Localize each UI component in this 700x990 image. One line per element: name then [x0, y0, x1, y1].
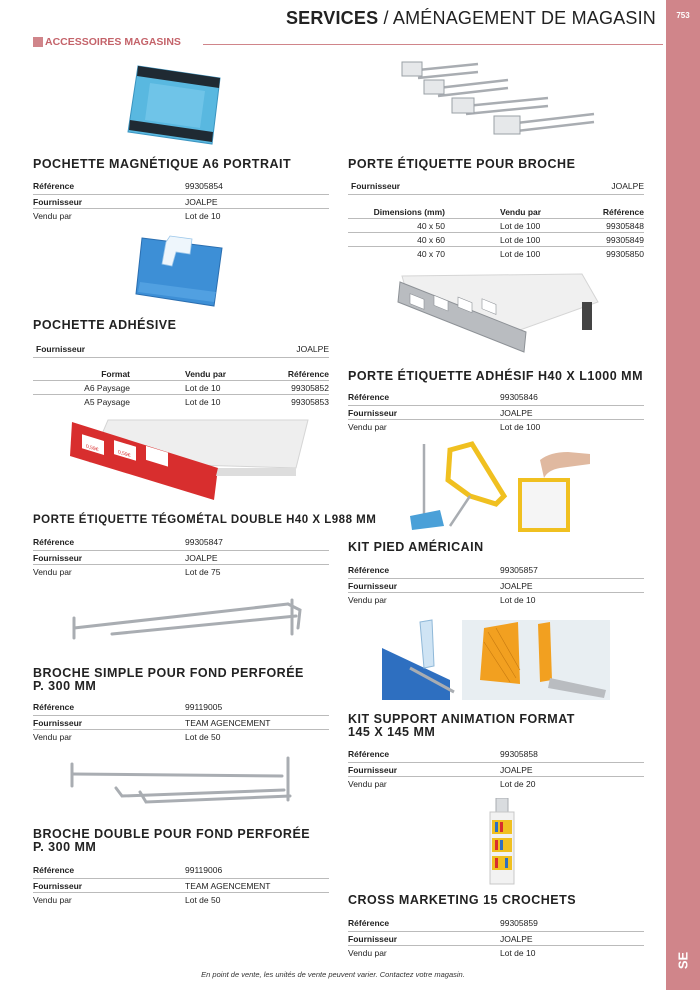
table-row [348, 392, 644, 406]
value-vendu-par: Lot de 100 [500, 422, 541, 432]
value-reference: 99119006 [185, 865, 223, 875]
table-row [348, 420, 644, 434]
title-porte-broche: PORTE ÉTIQUETTE POUR BROCHE [348, 157, 576, 171]
label-fournisseur: Fournisseur [33, 553, 83, 563]
cell-format: A6 Paysage [84, 383, 130, 393]
title-line-1: BROCHE DOUBLE POUR FOND PERFORÉE [33, 827, 311, 841]
table-row [33, 181, 329, 195]
table-row [348, 763, 644, 777]
single-hook-image [60, 594, 310, 650]
table-row [33, 879, 329, 893]
header-vendu-par: Vendu par [185, 369, 227, 379]
table-header [348, 205, 644, 219]
label-vendu-par: Vendu par [348, 422, 387, 432]
table-row [348, 233, 644, 247]
cell-reference: 99305849 [606, 235, 644, 245]
table-pochette-adhesive [33, 367, 329, 409]
label-vendu-par: Vendu par [33, 895, 72, 905]
value-fournisseur: JOALPE [185, 553, 218, 563]
title-pochette-adhesive: POCHETTE ADHÉSIVE [33, 318, 177, 332]
page-header [286, 8, 656, 29]
category-label: ACCESSOIRES MAGASINS [45, 36, 181, 48]
label-fournisseur: Fournisseur [33, 881, 83, 891]
table-row [348, 247, 644, 261]
value-fournisseur: JOALPE [611, 181, 644, 191]
value-reference: 99305847 [185, 537, 223, 547]
value-vendu-par: Lot de 20 [500, 779, 536, 789]
title-line-2: P. 300 MM [33, 840, 97, 854]
page-number: 753 [676, 11, 690, 20]
hook-label-holder-image [398, 52, 598, 148]
label-fournisseur: Fournisseur [348, 581, 398, 591]
magnetic-pocket-image [120, 58, 230, 148]
category-bar [33, 36, 663, 48]
cross-marketing-strip-image [480, 798, 524, 886]
value-fournisseur: JOALPE [500, 934, 533, 944]
label-reference: Référence [348, 918, 390, 928]
title-kit-support [348, 713, 575, 739]
table-row [33, 551, 329, 565]
value-fournisseur: JOALPE [500, 408, 533, 418]
table-row [348, 749, 644, 763]
label-vendu-par: Vendu par [33, 567, 72, 577]
side-tab [666, 0, 700, 990]
value-vendu-par: Lot de 50 [185, 732, 221, 742]
value-fournisseur: JOALPE [500, 765, 533, 775]
value-reference: 99119005 [185, 702, 223, 712]
title-line-1: BROCHE SIMPLE POUR FOND PERFORÉE [33, 666, 304, 680]
table-cross-marketing [348, 918, 644, 960]
cell-vendu-par: Lot de 10 [185, 383, 221, 393]
category-square [33, 37, 43, 47]
label-reference: Référence [348, 392, 390, 402]
label-fournisseur: Fournisseur [348, 765, 398, 775]
value-reference: 99305859 [500, 918, 538, 928]
table-row [33, 209, 329, 223]
title-line-1: KIT SUPPORT ANIMATION FORMAT [348, 712, 575, 726]
cell-reference: 99305853 [291, 397, 329, 407]
table-row [348, 579, 644, 593]
value-fournisseur: JOALPE [500, 581, 533, 591]
value-vendu-par: Lot de 10 [500, 595, 536, 605]
table-row [348, 406, 644, 420]
title-line-2: 145 X 145 MM [348, 725, 436, 739]
table-row [33, 716, 329, 730]
title-line-2: P. 300 MM [33, 679, 97, 693]
table-broche-double [33, 865, 329, 907]
table-porte-tegometal [33, 537, 329, 579]
cell-vendu-par: Lot de 100 [500, 249, 541, 259]
tegometal-strip-image [68, 416, 316, 502]
cell-reference: 99305850 [606, 249, 644, 259]
header-vendu-par: Vendu par [500, 207, 542, 217]
supplier-row-porte-broche [348, 181, 644, 195]
label-reference: Référence [348, 565, 390, 575]
cell-dimensions: 40 x 70 [417, 249, 445, 259]
table-row [348, 593, 644, 607]
cell-reference: 99305852 [291, 383, 329, 393]
cell-vendu-par: Lot de 10 [185, 397, 221, 407]
title-pochette-a6: POCHETTE MAGNÉTIQUE A6 PORTRAIT [33, 157, 292, 171]
header-format: Format [101, 369, 130, 379]
title-porte-adhesif: PORTE ÉTIQUETTE ADHÉSIF H40 X L1000 MM [348, 369, 643, 383]
header-dimensions: Dimensions (mm) [373, 207, 445, 217]
table-row [33, 702, 329, 716]
value-fournisseur: TEAM AGENCEMENT [185, 881, 271, 891]
cell-vendu-par: Lot de 100 [500, 235, 541, 245]
title-cross-marketing: CROSS MARKETING 15 CROCHETS [348, 893, 577, 907]
supplier-row-pochette-adhesive [33, 344, 329, 358]
label-fournisseur: Fournisseur [33, 718, 83, 728]
cell-format: A5 Paysage [84, 397, 130, 407]
table-row [33, 195, 329, 209]
value-reference: 99305846 [500, 392, 538, 402]
table-row [33, 395, 329, 409]
value-vendu-par: Lot de 50 [185, 895, 221, 905]
price-tag-text: 0,59€ [118, 449, 131, 460]
table-header [33, 367, 329, 381]
table-kit-support [348, 749, 644, 791]
footer-note: En point de vente, les unités de vente peuvent varier. Contactez votre magasin. [201, 970, 465, 979]
table-row [33, 893, 329, 907]
value-fournisseur: JOALPE [185, 197, 218, 207]
table-porte-broche [348, 205, 644, 261]
header-bold: SERVICES [285, 8, 379, 28]
table-row [33, 565, 329, 579]
label-reference: Référence [33, 865, 75, 875]
value-fournisseur: TEAM AGENCEMENT [185, 718, 271, 728]
table-pochette-a6 [33, 181, 329, 223]
table-row [33, 730, 329, 744]
adhesive-label-holder-image [396, 272, 602, 356]
value-vendu-par: Lot de 10 [500, 948, 536, 958]
label-reference: Référence [348, 749, 390, 759]
value-reference: 99305858 [500, 749, 538, 759]
header-reference: Référence [602, 207, 644, 217]
label-reference: Référence [33, 537, 75, 547]
value-fournisseur: JOALPE [296, 344, 329, 354]
label-fournisseur: Fournisseur [348, 934, 398, 944]
cell-vendu-par: Lot de 100 [500, 221, 541, 231]
double-hook-image [60, 752, 310, 808]
cell-reference: 99305848 [606, 221, 644, 231]
header-rest: / AMÉNAGEMENT DE MAGASIN [378, 8, 656, 28]
title-broche-simple [33, 667, 304, 693]
cell-dimensions: 40 x 50 [417, 221, 445, 231]
american-stand-image [400, 440, 600, 532]
adhesive-pocket-image [132, 232, 232, 312]
header-reference: Référence [287, 369, 329, 379]
table-row [348, 932, 644, 946]
label-vendu-par: Vendu par [33, 732, 72, 742]
value-vendu-par: Lot de 75 [185, 567, 221, 577]
label-vendu-par: Vendu par [348, 948, 387, 958]
label-fournisseur: Fournisseur [348, 408, 398, 418]
title-kit-pied: KIT PIED AMÉRICAIN [348, 540, 484, 554]
table-row [348, 918, 644, 932]
label-vendu-par: Vendu par [348, 595, 387, 605]
label-reference: Référence [33, 181, 75, 191]
table-row [348, 219, 644, 233]
table-porte-adhesif [348, 392, 644, 434]
label-fournisseur: Fournisseur [351, 181, 401, 191]
table-row [33, 537, 329, 551]
table-broche-simple [33, 702, 329, 744]
table-row [33, 865, 329, 879]
label-reference: Référence [33, 702, 75, 712]
cell-dimensions: 40 x 60 [417, 235, 445, 245]
table-row [348, 777, 644, 791]
label-fournisseur: Fournisseur [33, 197, 83, 207]
section-label: SE [675, 951, 691, 970]
table-row [348, 946, 644, 960]
title-broche-double [33, 828, 310, 854]
label-vendu-par: Vendu par [348, 779, 387, 789]
category-rule [203, 44, 663, 45]
table-kit-pied [348, 565, 644, 607]
title-porte-tegometal: PORTE ÉTIQUETTE TÉGOMÉTAL DOUBLE H40 X L988 MM [33, 514, 377, 526]
table-row [33, 381, 329, 395]
table-row [348, 565, 644, 579]
price-tag-text: 0,59€ [86, 443, 99, 454]
value-vendu-par: Lot de 10 [185, 211, 221, 221]
animation-support-image [380, 618, 612, 702]
label-fournisseur: Fournisseur [36, 344, 86, 354]
value-reference: 99305857 [500, 565, 538, 575]
value-reference: 99305854 [185, 181, 223, 191]
label-vendu-par: Vendu par [33, 211, 72, 221]
